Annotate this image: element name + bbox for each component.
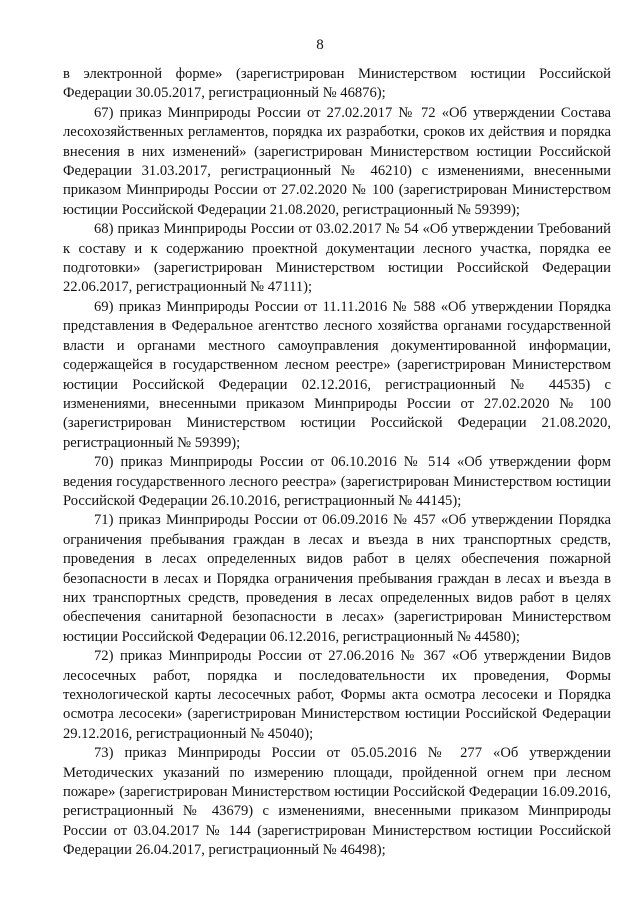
list-item-71: [63, 511, 611, 647]
document-body: [63, 65, 611, 861]
paragraph-continuation: [63, 65, 611, 104]
list-item-text: приказ Минприроды России от 27.02.2017 № 72 «Об утверждении Состава лесохозяйственных регламентов, порядка их разработки, сроков их действия и порядка внесения в них изменений» (зарегистрирован Министерством юстиции Российской Федерации 31.03.2017, регистрационный № 46210) с изменениями, внесенными приказом Минприроды России от 27.02.2020 № 100 (зарегистрирован Министерством юстиции Российской Федерации 21.08.2020, регистрационный № 59399);: [63, 104, 612, 218]
list-item-number: 73): [94, 745, 114, 762]
list-item-number: 68): [94, 221, 114, 238]
list-item-text: приказ Минприроды России от 11.11.2016 № 588 «Об утверждении Порядка представления в Федеральное агентство лесного хозяйства органами государственной власти и органами местного самоуправления документированной информации, содержащейся в государственном лесном реестре» (зарегистрирован Министерством юстиции Российской Федерации 02.12.2016, регистрационный № 44535) с изменениями, внесенными приказом Минприроды России от 27.02.2020 № 100 (зарегистрирован Министерством юстиции Российской Федерации 21.08.2020, регистрационный № 59399);: [63, 298, 612, 451]
list-item-text: приказ Минприроды России от 27.06.2016 № 367 «Об утверждении Видов лесосечных работ, порядка и последовательности их проведения, Формы технологической карты лесосечных работ, Формы акта осмотра лесосеки и Порядка осмотра лесосеки» (зарегистрирован Министерством юстиции Российской Федерации 29.12.2016, регистрационный № 45040);: [63, 648, 612, 742]
list-item-number: 72): [94, 648, 114, 665]
list-item-text: приказ Минприроды России от 06.10.2016 № 514 «Об утверждении форм ведения государственного лесного реестра» (зарегистрирован Министерством юстиции Российской Федерации 26.10.2016, регистрационный № 44145);: [63, 454, 611, 509]
list-item-text: приказ Минприроды России от 05.05.2016 № 277 «Об утверждении Методических указаний по измерению площади, пройденной огнем при лесном пожаре» (зарегистрирован Министерством юстиции Российской Федерации 16.09.2016, регистрационный № 43679) с изменениями, внесенными приказом Минприроды России от 03.04.2017 № 144 (зарегистрирован Министерством юстиции Российской Федерации 26.04.2017, регистрационный № 46498);: [63, 745, 611, 859]
page-number: 8: [316, 37, 324, 53]
list-item-text: приказ Минприроды России от 06.09.2016 № 457 «Об утверждении Порядка ограничения пребывания граждан в лесах и въезда в них транспортных средств, проведения в лесах определенных видов работ в целях обеспечения пожарной безопасности в лесах и Порядка ограничения пребывания граждан в лесах и въезда в них транспортных средств, проведения в лесах определенных видов работ в целях обеспечения санитарной безопасности в лесах» (зарегистрирован Министерством юстиции Российской Федерации 06.12.2016, регистрационный № 44580);: [63, 512, 611, 645]
list-item-67: [63, 104, 611, 220]
list-item-69: [63, 298, 611, 453]
list-item-73: [63, 744, 611, 860]
paragraph-text: в электронной форме» (зарегистрирован Министерством юстиции Российской Федерации 30.05.2017, регистрационный № 46876);: [63, 66, 611, 102]
list-item-number: 67): [94, 104, 114, 121]
list-item-number: 71): [94, 512, 114, 529]
list-item-number: 70): [94, 454, 114, 471]
list-item-number: 69): [94, 298, 114, 315]
list-item-72: [63, 647, 611, 744]
list-item-70: [63, 453, 611, 511]
list-item-68: [63, 220, 611, 298]
list-item-text: приказ Минприроды России от 03.02.2017 № 54 «Об утверждении Требований к составу и к содержанию проектной документации лесного участка, порядка ее подготовки» (зарегистрирован Министерством юстиции Российской Федерации 22.06.2017, регистрационный № 47111);: [63, 221, 611, 296]
